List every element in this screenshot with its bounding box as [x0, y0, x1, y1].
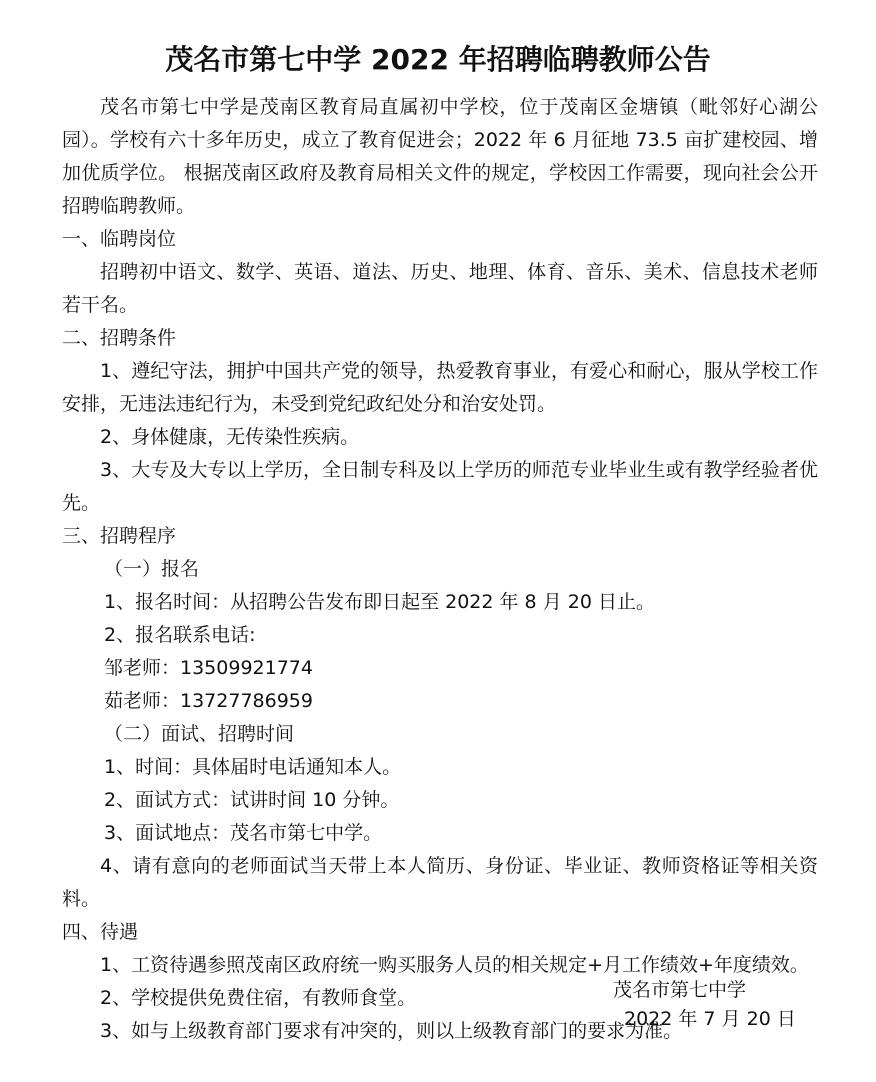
interview-item: 1、时间：具体届时电话通知本人。 — [104, 756, 402, 778]
notice-body — [62, 91, 818, 1048]
benefit-item: 1、工资待遇参照茂南区政府统一购买服务人员的相关规定+月工作绩效+年度绩效。 — [100, 954, 809, 976]
condition-item: 1、遵纪守法，拥护中国共产党的领导，热爱教育事业，有爱心和耐心，服从学校工作安排，无违法违纪行为，未受到党纪政纪处分和治安处罚。 — [62, 360, 818, 415]
registration-item: 1、报名时间：从招聘公告发布即日起至 2022 年 8 月 20 日止。 — [104, 591, 655, 613]
registration-item: 2、报名联系电话: — [104, 624, 256, 646]
section-heading-procedure: 三、招聘程序 — [62, 525, 177, 547]
signature-date: 2022 年 7 月 20 日 — [624, 1008, 796, 1030]
positions-text: 招聘初中语文、数学、英语、道法、历史、地理、体育、音乐、美术、信息技术老师若干名。 — [62, 261, 818, 316]
page-title: 茂名市第七中学 2022 年招聘临聘教师公告 — [165, 43, 711, 76]
contact-phone: 邹老师：13509921774 — [104, 657, 313, 679]
section-heading-conditions: 二、招聘条件 — [62, 327, 177, 349]
interview-item: 4、请有意向的老师面试当天带上本人简历、身份证、毕业证、教师资格证等相关资料。 — [62, 855, 818, 910]
benefit-item: 2、学校提供免费住宿，有教师食堂。 — [100, 987, 417, 1009]
interview-item: 2、面试方式：试讲时间 10 分钟。 — [104, 789, 400, 811]
benefit-item: 3、如与上级教育部门要求有冲突的，则以上级教育部门的要求为准。 — [100, 1020, 683, 1042]
interview-item: 3、面试地点：茂名市第七中学。 — [104, 822, 383, 844]
intro-paragraph: 茂名市第七中学是茂南区教育局直属初中学校，位于茂南区金塘镇（毗邻好心湖公园）。学校有六十多年历史，成立了教育促进会；2022 年 6 月征地 73.5 亩扩建校园、增加优质学位。 根据茂南区政府及教育局相关文件的规定，学校因工作需要，现向社会公开招聘临聘教师。 — [62, 96, 818, 217]
signature-school: 茂名市第七中学 — [613, 979, 747, 1001]
condition-item: 2、身体健康，无传染性疾病。 — [100, 426, 360, 448]
contact-phone: 茹老师：13727786959 — [104, 690, 313, 712]
subsection-heading-interview: （二）面试、招聘时间 — [104, 723, 295, 745]
condition-item: 3、大专及大专以上学历，全日制专科及以上学历的师范专业毕业生或有教学经验者优先。 — [62, 459, 818, 514]
section-heading-positions: 一、临聘岗位 — [62, 228, 177, 250]
section-heading-benefits: 四、待遇 — [62, 921, 139, 943]
subsection-heading-registration: （一）报名 — [104, 558, 200, 580]
